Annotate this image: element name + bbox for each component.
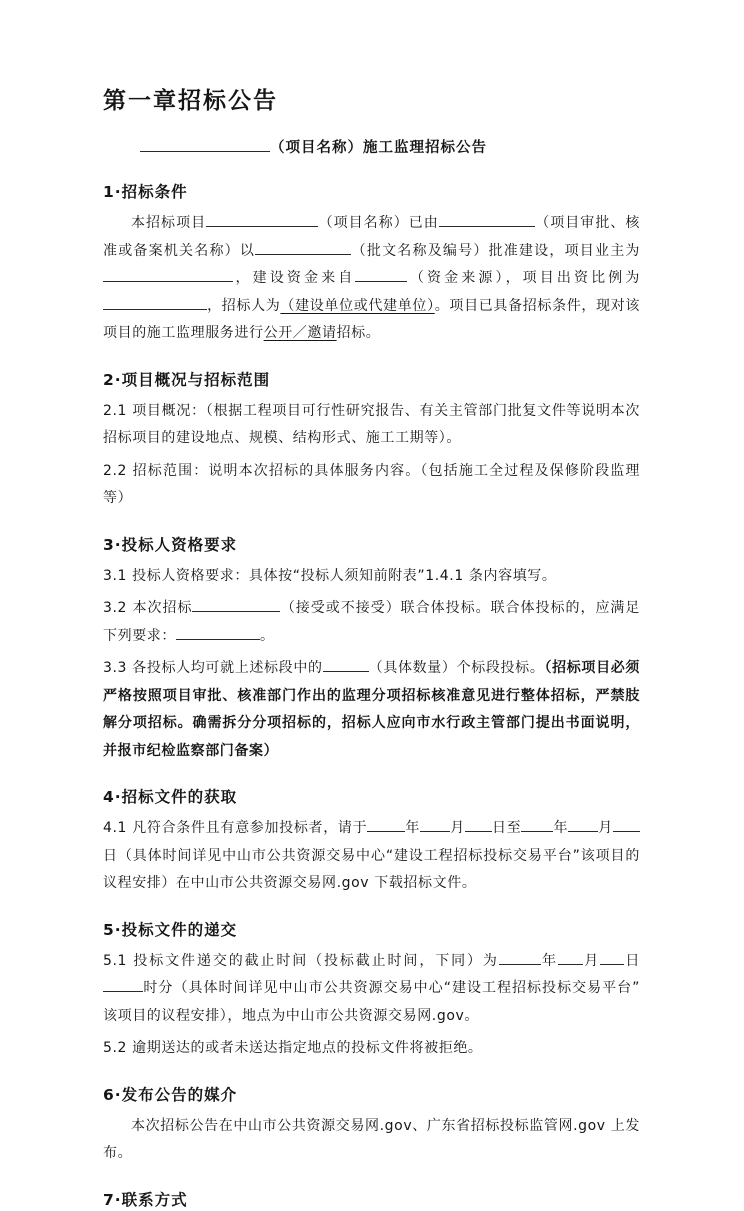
fill-in-blank — [103, 294, 207, 310]
text-run: （项目名称）施工监理招标公告 — [270, 140, 487, 156]
fill-in-blank — [176, 624, 260, 640]
text-run: 。项目已具备招标条件，现对该项目的施工监理服务进行 — [103, 297, 640, 341]
text-run: 日至 — [491, 820, 522, 836]
text-run: ，招标人为 — [207, 297, 281, 314]
section-heading: 7·联系方式 — [103, 1190, 188, 1209]
text-run: 。 — [260, 627, 275, 644]
paragraph — [103, 210, 640, 348]
text-run: （资金来源），项目出资比例为 — [407, 270, 640, 286]
fill-in-blank — [465, 816, 492, 832]
document-subtitle — [140, 136, 640, 160]
text-run: 2.1 项目概况：（根据工程项目可行性研究报告、有关主管部门批复文件等说明本次招标项目的建设地点、规模、结构形式、施工工期等）。 — [103, 402, 640, 446]
fill-in-blank — [103, 266, 233, 282]
fill-in-blank — [355, 266, 407, 282]
paragraph — [103, 1035, 640, 1063]
paragraph — [103, 655, 640, 765]
section-heading: 6·发布公告的媒介 — [103, 1085, 238, 1104]
text-run: 年 — [405, 820, 421, 836]
fill-in-blank — [255, 239, 351, 255]
section-heading: 4·招标文件的获取 — [103, 788, 238, 806]
text-run: 年 — [540, 952, 558, 969]
fill-in-blank — [206, 211, 318, 227]
text-run: （接受或不接受）联合体投标。联合体投标的，应满足下列要求： — [103, 600, 641, 644]
fill-in-blank — [521, 816, 553, 832]
bold-text: （招标项目必须严格按照项目审批、核准部门作出的监理分项招标核准意见进行整体招标，严禁肢解分项招标。确需拆分分项招标的，招标人应向市水行政主管部门提出书面说明，并报市纪检监察部门备案） — [103, 660, 640, 759]
section-heading: 5·投标文件的递交 — [103, 920, 238, 939]
fill-in-blank — [367, 816, 405, 832]
text-run: （具体数量）个标段投标。 — [368, 660, 545, 676]
text-run: 月 — [582, 952, 601, 969]
fill-in-blank — [323, 656, 369, 672]
paragraph — [103, 398, 640, 453]
underlined-text: （建设单位或代建单位） — [280, 297, 435, 314]
paragraph — [103, 1113, 640, 1168]
fill-in-blank — [613, 816, 640, 832]
fill-in-blank — [600, 949, 624, 965]
section-heading: 3·投标人资格要求 — [103, 535, 238, 554]
fill-in-blank — [439, 211, 535, 227]
text-run: 5.2 逾期送达的或者未送达指定地点的投标文件将被拒绝。 — [103, 1040, 483, 1056]
text-run: 日（具体时间详见中山市公共资源交易中心“建设工程招标投标交易平台”该项目的议程安排）在中山市公共资源交易网.gov 下载招标文件。 — [103, 847, 640, 891]
text-run: （项目名称）已由 — [318, 215, 439, 231]
section-heading: 2·项目概况与招标范围 — [103, 370, 271, 389]
text-run: 月 — [450, 820, 465, 836]
paragraph — [103, 458, 640, 513]
text-run: 年 — [553, 820, 569, 836]
fill-in-blank — [192, 596, 280, 612]
text-run: 5.1 投标文件递交的截止时间（投标截止时间，下同）为 — [103, 952, 499, 969]
underlined-text: 公开／邀请 — [263, 325, 337, 341]
text-run: 2.2 招标范围：说明本次招标的具体服务内容。（包括施工全过程及保修阶段监理等） — [103, 462, 640, 506]
fill-in-blank — [140, 136, 270, 152]
text-run: 本次招标公告在中山市公共资源交易网.gov、广东省招标投标监管网.gov 上发布。 — [103, 1117, 640, 1161]
text-run: （批文名称及编号）批准建设，项目业主为 — [351, 242, 641, 259]
text-run: 3.1 投标人资格要求：具体按“投标人须知前附表”1.4.1 条内容填写。 — [103, 567, 557, 584]
text-run: 时分（具体时间详见中山市公共资源交易中心“建设工程招标投标交易平台”该项目的议程安排），地点为中山市公共资源交易网.gov。 — [103, 980, 640, 1024]
fill-in-blank — [499, 949, 541, 965]
paragraph — [103, 595, 640, 650]
fill-in-blank — [103, 976, 143, 992]
document-title: 第一章招标公告 — [103, 88, 278, 114]
section-heading: 1·招标条件 — [103, 183, 188, 201]
text-run: 3.3 各投标人均可就上述标段中的 — [103, 660, 323, 676]
text-run: （项目审批、核准或备案机关名称）以 — [103, 215, 640, 259]
paragraph — [103, 563, 640, 591]
text-run: ，建设资金来自 — [233, 270, 356, 286]
fill-in-blank — [420, 816, 450, 832]
text-run: 月 — [598, 820, 613, 836]
fill-in-blank — [568, 816, 598, 832]
text-run: 本招标项目 — [131, 215, 207, 231]
paragraph — [103, 815, 640, 898]
text-run: 4.1 凡符合条件且有意参加投标者，请于 — [103, 820, 368, 836]
paragraph — [103, 948, 640, 1031]
fill-in-blank — [558, 949, 583, 965]
document-body — [103, 136, 640, 1211]
text-run: 3.2 本次招标 — [103, 600, 193, 616]
text-run: 招标。 — [336, 325, 381, 341]
text-run: 日 — [624, 952, 640, 969]
